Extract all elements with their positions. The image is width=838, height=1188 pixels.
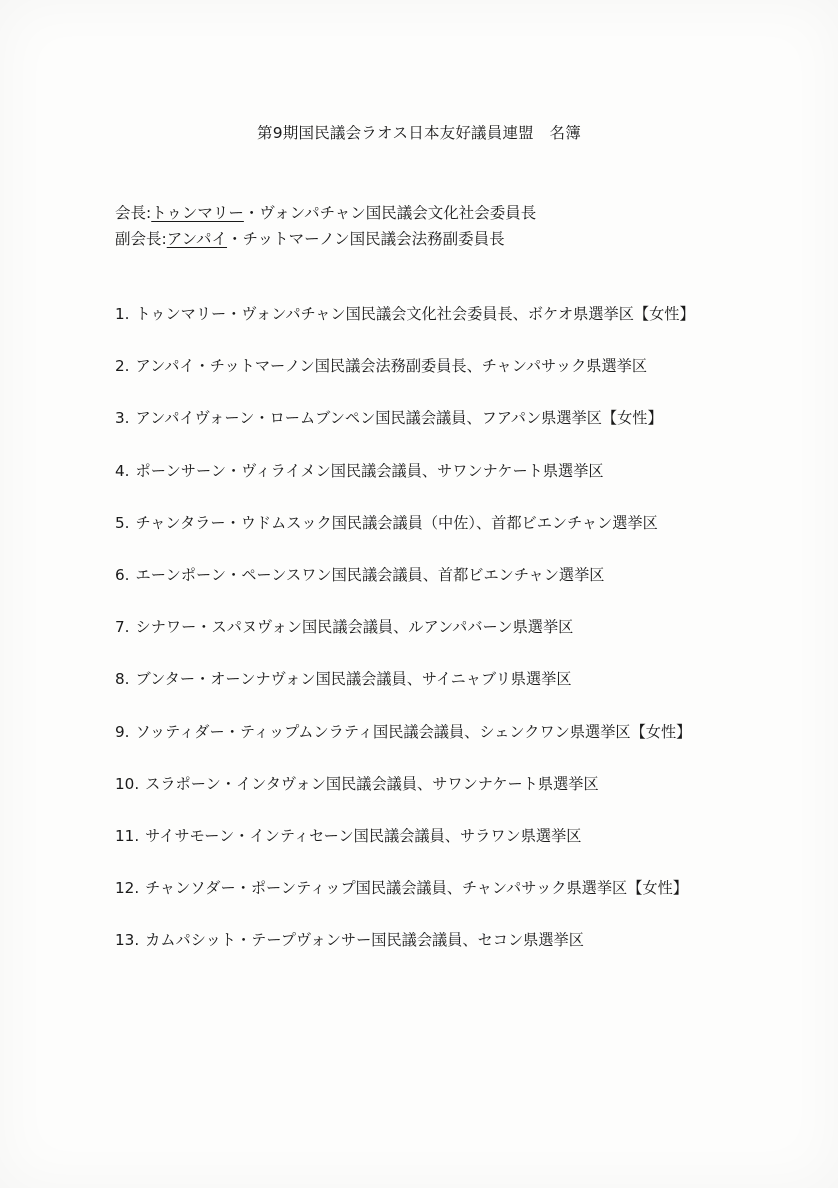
member-number: 11.: [115, 826, 140, 845]
member-text: アンパイ・チットマーノン国民議会法務副委員長、チャンパサック県選挙区: [135, 357, 648, 376]
member-item: [115, 617, 695, 669]
officer-vice-chair: [115, 226, 536, 252]
document-title: 第9期国民議会ラオス日本友好議員連盟 名簿: [257, 124, 581, 142]
member-text: ポーンサーン・ヴィライメン国民議会議員、サワンナケート県選挙区: [135, 461, 604, 480]
member-text: トゥンマリー・ヴォンパチャン国民議会文化社会委員長、ボケオ県選挙区【女性】: [135, 305, 695, 323]
member-number: 8.: [115, 670, 130, 689]
member-item: [115, 565, 695, 617]
member-number: 13.: [115, 931, 140, 950]
member-item: [115, 304, 695, 356]
officer-title: ・チットマーノン国民議会法務副委員長: [227, 230, 505, 248]
member-number: 2.: [115, 357, 130, 376]
member-text: サイサモーン・インティセーン国民議会議員、サラワン県選挙区: [145, 826, 582, 845]
officer-title: ・ヴォンパチャン国民議会文化社会委員長: [243, 204, 537, 222]
member-number: 5.: [115, 513, 130, 532]
member-number: 3.: [115, 409, 130, 428]
member-item: [115, 878, 695, 930]
member-text: チャンソダー・ポーンティップ国民議会議員、チャンパサック県選挙区【女性】: [145, 879, 688, 898]
member-number: 9.: [115, 722, 130, 741]
member-text: エーンポーン・ペーンスワン国民議会議員、首都ビエンチャン選挙区: [135, 565, 605, 584]
member-text: ブンター・オーンナヴォン国民議会議員、サイニャブリ県選挙区: [135, 670, 572, 689]
officer-name: アンパイ: [166, 230, 228, 248]
officers-section: [115, 200, 536, 252]
member-item: [115, 774, 695, 826]
member-number: 4.: [115, 461, 130, 480]
member-item: [115, 930, 695, 982]
member-item: [115, 408, 695, 460]
member-number: 10.: [115, 774, 140, 793]
member-text: ソッティダー・ティップムンラティ国民議会議員、シェンクワン県選挙区【女性】: [135, 722, 692, 741]
officer-name: トゥンマリー: [151, 204, 244, 222]
member-number: 6.: [115, 565, 130, 584]
member-list: [115, 304, 695, 982]
officer-role: 会長:: [115, 204, 152, 222]
member-text: シナワー・スパヌヴォン国民議会議員、ルアンパバーン県選挙区: [135, 618, 574, 637]
member-item: [115, 513, 695, 565]
member-item: [115, 826, 695, 878]
member-item: [115, 669, 695, 721]
member-text: アンパイヴォーン・ロームブンペン国民議会議員、フアパン県選挙区【女性】: [135, 409, 663, 428]
member-text: スラポーン・インタヴォン国民議会議員、サワンナケート県選挙区: [145, 774, 599, 793]
member-number: 7.: [115, 618, 130, 637]
member-text: チャンタラー・ウドムスック国民議会議員（中佐）、首都ビエンチャン選挙区: [135, 513, 658, 532]
member-item: [115, 356, 695, 408]
member-item: [115, 722, 695, 774]
officer-role: 副会長:: [115, 230, 167, 248]
member-number: 12.: [115, 879, 140, 898]
member-number: 1.: [115, 305, 130, 323]
member-text: カムパシット・テープヴォンサー国民議会議員、セコン県選挙区: [145, 931, 584, 950]
officer-chair: [115, 200, 536, 226]
member-item: [115, 461, 695, 513]
